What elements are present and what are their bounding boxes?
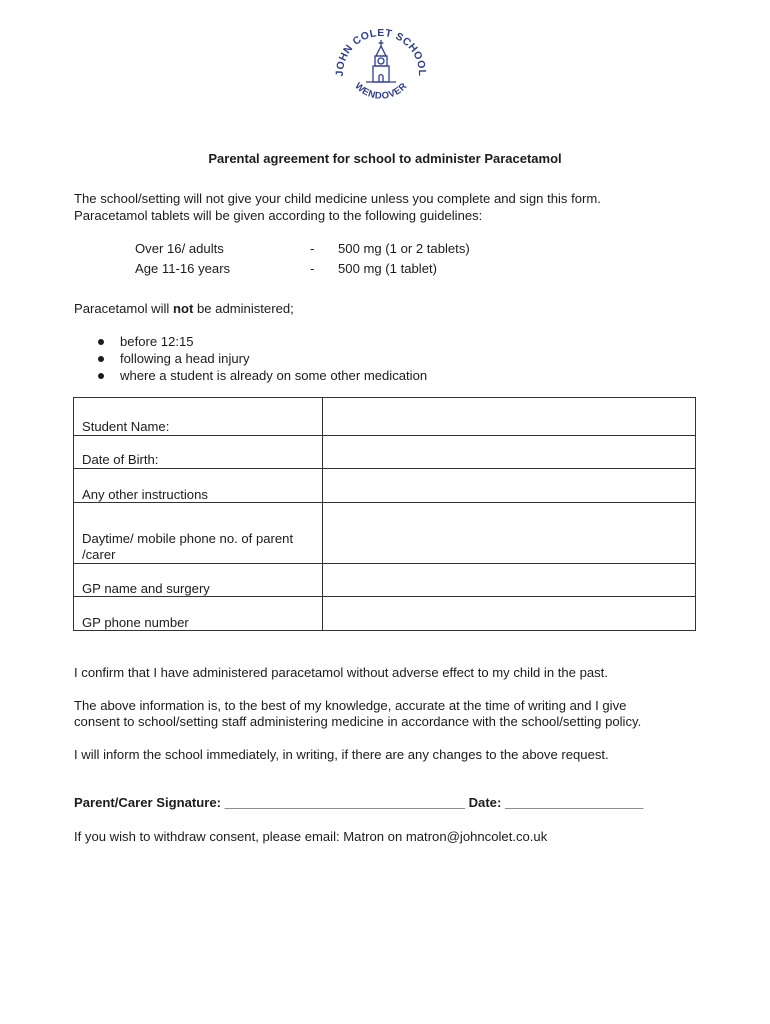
date-of-birth-label: Date of Birth: [74, 436, 323, 469]
withdraw-consent-note: If you wish to withdraw consent, please email: Matron on matron@johncolet.co.uk [74, 829, 548, 844]
dosage-age: Age 11-16 years [135, 261, 231, 276]
dosage-row [0, 241, 770, 259]
condition-item: before 12:15 [96, 333, 427, 350]
consent-form-table [73, 397, 696, 631]
gp-name-label: GP name and surgery [74, 564, 323, 597]
dosage-row [0, 261, 770, 279]
school-logo [326, 22, 436, 114]
date-of-birth-field[interactable] [323, 436, 696, 469]
signature-line [74, 795, 643, 810]
logo-bottom-text: WENDOVER [352, 80, 410, 102]
intro-line-2: Paracetamol tablets will be given according to the following guidelines: [74, 208, 483, 223]
dosage-age: Over 16/ adults [135, 241, 224, 256]
dosage-dash: - [310, 261, 315, 276]
date-label: Date: [464, 795, 505, 810]
inform-statement: I will inform the school immediately, in writing, if there are any changes to the above request. [74, 747, 609, 762]
logo-top-text: JOHN COLET SCHOOL [333, 27, 429, 77]
condition-item: where a student is already on some other medication [96, 367, 427, 384]
other-instructions-label: Any other instructions [74, 469, 323, 503]
gp-phone-label: GP phone number [74, 597, 323, 631]
document-title: Parental agreement for school to administer Paracetamol [208, 151, 562, 166]
parent-phone-field[interactable] [323, 503, 696, 564]
table-row [74, 436, 696, 469]
gp-name-field[interactable] [323, 564, 696, 597]
church-tower-icon [366, 40, 396, 82]
table-row [74, 469, 696, 503]
table-row [74, 597, 696, 631]
not-administered-prefix: Paracetamol will [74, 301, 173, 316]
gp-phone-field[interactable] [323, 597, 696, 631]
not-administered-suffix: be administered; [193, 301, 294, 316]
table-row [74, 398, 696, 436]
table-row [74, 503, 696, 564]
not-administered-emphasis: not [172, 301, 194, 316]
parent-phone-label: Daytime/ mobile phone no. of parent /carer [74, 503, 323, 564]
intro-line-1: The school/setting will not give your child medicine unless you complete and sign this form. [74, 191, 601, 206]
consent-line-2: consent to school/setting staff administering medicine in accordance with the school/setting policy. [74, 714, 642, 729]
dosage-dash: - [310, 241, 315, 256]
student-name-label: Student Name: [74, 398, 323, 436]
signature-label: Parent/Carer Signature: [74, 795, 225, 810]
not-administered-heading [74, 300, 294, 317]
signature-field[interactable]: _________________________________ [224, 795, 465, 810]
dosage-amount: 500 mg (1 or 2 tablets) [338, 241, 470, 256]
dosage-amount: 500 mg (1 tablet) [338, 261, 437, 276]
table-row [74, 564, 696, 597]
other-instructions-field[interactable] [323, 469, 696, 503]
date-field[interactable]: ___________________ [504, 795, 644, 810]
student-name-field[interactable] [323, 398, 696, 436]
confirmation-statement: I confirm that I have administered paracetamol without adverse effect to my child in the past. [74, 665, 608, 680]
conditions-list [96, 333, 427, 384]
consent-line-1: The above information is, to the best of my knowledge, accurate at the time of writing and I give [74, 698, 627, 713]
condition-item: following a head injury [96, 350, 427, 367]
